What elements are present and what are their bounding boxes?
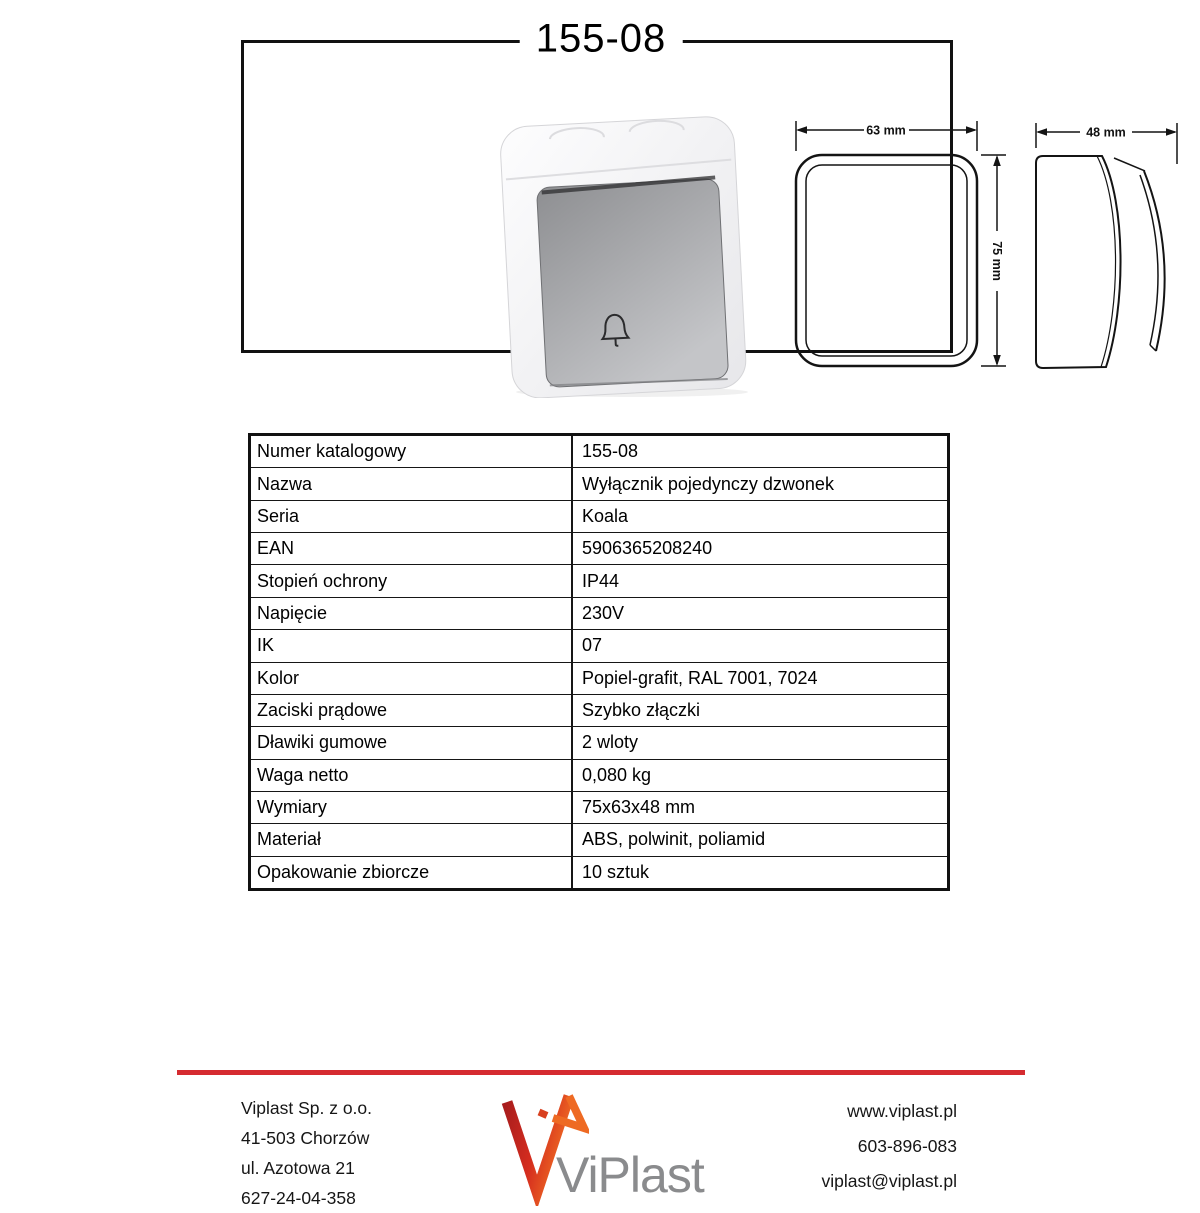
table-row — [251, 663, 947, 695]
table-row — [251, 501, 947, 533]
table-row — [251, 727, 947, 759]
arrow-left-icon — [796, 126, 807, 134]
table-row — [251, 695, 947, 727]
arrow-left-icon — [1036, 128, 1047, 136]
spec-label: EAN — [251, 533, 573, 564]
footer-divider — [177, 1070, 1025, 1075]
viplast-logo-text: ViPlast — [556, 1147, 704, 1203]
table-row — [251, 565, 947, 597]
rocker-button — [536, 178, 728, 387]
contact-line-email: viplast@viplast.pl — [821, 1171, 957, 1191]
company-address — [241, 1093, 372, 1213]
spec-value: Koala — [582, 505, 629, 526]
spec-label: Waga netto — [251, 760, 573, 791]
spec-value: 07 — [582, 635, 603, 656]
spec-label: Numer katalogowy — [251, 436, 573, 467]
spec-value: 230V — [582, 602, 625, 623]
dimension-label-depth: 48 mm — [1086, 125, 1126, 140]
table-row — [251, 598, 947, 630]
contact-info — [822, 1094, 957, 1199]
spec-value: 155-08 — [582, 441, 639, 462]
spec-label: Seria — [251, 501, 573, 532]
company-line: ul. Azotowa 21 — [241, 1158, 355, 1178]
table-row — [251, 760, 947, 792]
arrow-down-icon — [993, 355, 1001, 366]
table-row — [251, 857, 947, 888]
spec-value: 2 wloty — [582, 732, 639, 753]
spec-value: 5906365208240 — [582, 538, 713, 559]
product-image-panel — [241, 40, 1126, 353]
spec-value: Wyłącznik pojedynczy dzwonek — [582, 473, 834, 494]
company-line: Viplast Sp. z o.o. — [241, 1098, 373, 1118]
arrow-right-icon — [1166, 128, 1177, 136]
table-row — [251, 533, 947, 565]
spec-value: Popiel-grafit, RAL 7001, 7024 — [582, 667, 818, 688]
spec-label: Napięcie — [251, 598, 573, 629]
table-row — [251, 630, 947, 662]
company-line: 627-24-04-358 — [241, 1188, 356, 1208]
dimension-label-height: 75 mm — [990, 241, 1004, 281]
spec-table — [248, 433, 950, 891]
spec-label: Stopień ochrony — [251, 565, 573, 596]
spec-label: Kolor — [251, 663, 573, 694]
side-view-outline — [1036, 156, 1165, 368]
table-row — [251, 468, 947, 500]
table-row — [251, 824, 947, 856]
arrow-right-icon — [966, 126, 977, 134]
spec-label: Dławiki gumowe — [251, 727, 573, 758]
spec-label: Wymiary — [251, 792, 573, 823]
contact-line-phone: 603-896-083 — [857, 1136, 957, 1156]
spec-value: ABS, polwinit, poliamid — [582, 829, 766, 850]
table-row — [251, 436, 947, 468]
spec-label: Zaciski prądowe — [251, 695, 573, 726]
contact-line-website: www.viplast.pl — [847, 1101, 957, 1121]
product-photo — [490, 93, 770, 398]
front-view-inner — [806, 165, 967, 356]
page-title: 155-08 — [520, 17, 683, 62]
dimension-label-width: 63 mm — [866, 123, 906, 138]
spec-value: IP44 — [582, 570, 620, 591]
spec-label: Materiał — [251, 824, 573, 855]
spec-value: 10 sztuk — [582, 861, 650, 882]
arrow-up-icon — [993, 155, 1001, 166]
switch-body — [499, 115, 747, 398]
company-line: 41-503 Chorzów — [241, 1128, 370, 1148]
spec-label: IK — [251, 630, 573, 661]
spec-label: Opakowanie zbiorcze — [251, 857, 573, 888]
technical-drawing — [784, 91, 1194, 391]
table-row — [251, 792, 947, 824]
spec-value: 0,080 kg — [582, 764, 652, 785]
spec-label: Nazwa — [251, 468, 573, 499]
spec-value: 75x63x48 mm — [582, 797, 696, 818]
front-view-outline — [796, 155, 977, 366]
spec-value: Szybko złączki — [582, 700, 701, 721]
